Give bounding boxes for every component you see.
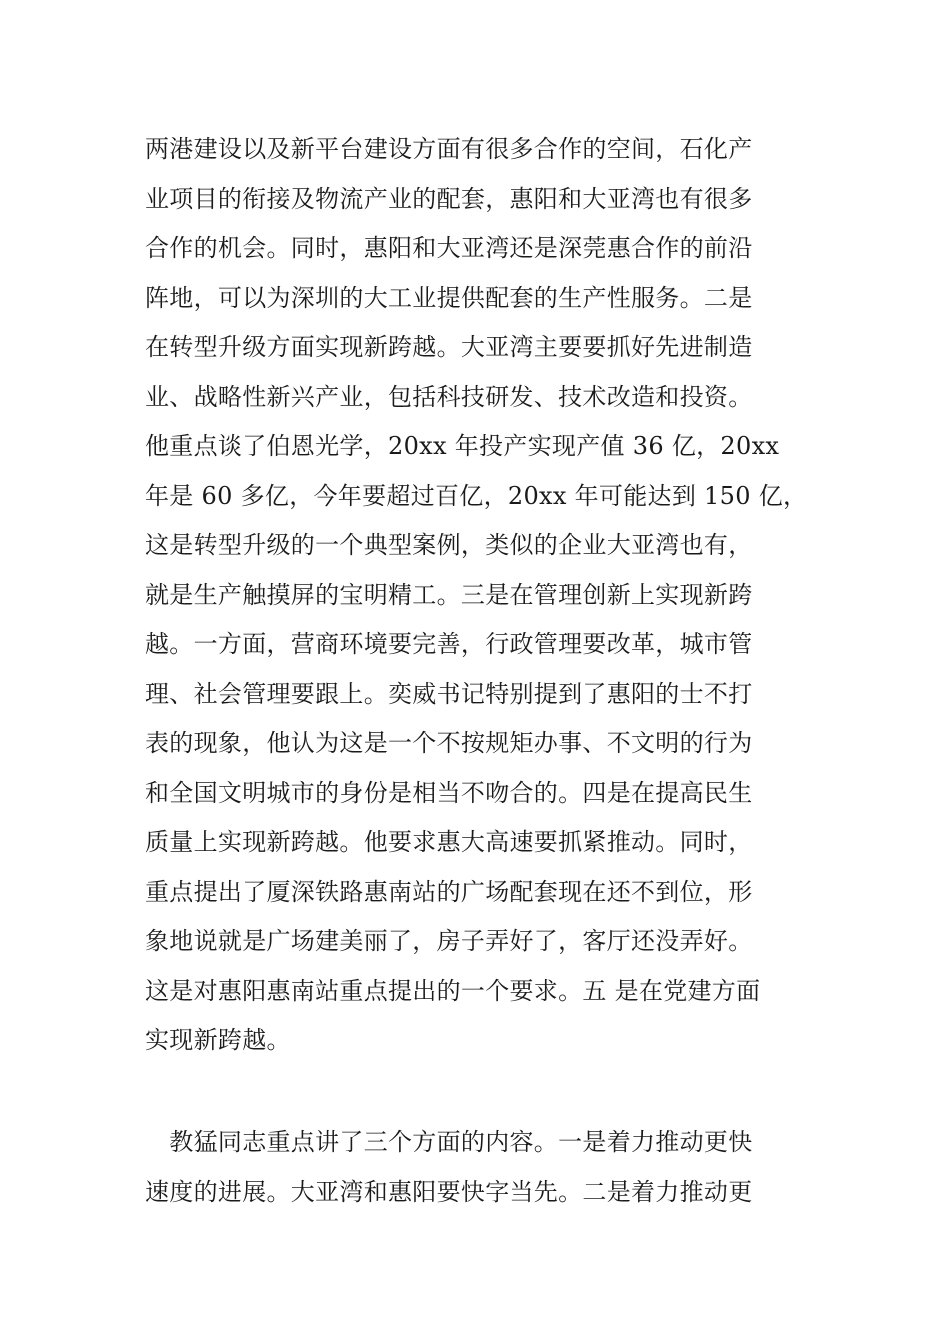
text-line: 业、战略性新兴产业，包括科技研发、技术改造和投资。 — [145, 382, 753, 411]
text-line: 阵地，可以为深圳的大工业提供配套的生产性服务。二是 — [145, 283, 753, 312]
text-line: 这是转型升级的一个典型案例，类似的企业大亚湾也有， — [145, 531, 753, 559]
text-line: 年是 60 多亿，今年要超过百亿，20xx 年可能达到 150 亿， — [145, 481, 808, 510]
text-line: 教猛同志重点讲了三个方面的内容。一是着力推动更快 — [145, 1128, 753, 1156]
text-line: 表的现象，他认为这是一个不按规矩办事、不文明的行为 — [145, 729, 753, 757]
text-line: 速度的进展。大亚湾和惠阳要快字当先。二是着力推动更 — [145, 1177, 753, 1206]
text-line: 两港建设以及新平台建设方面有很多合作的空间，石化产 — [145, 135, 753, 163]
paragraph-2 — [145, 1118, 810, 1217]
text-line: 业项目的衔接及物流产业的配套，惠阳和大亚湾也有很多 — [145, 184, 753, 213]
text-line: 实现新跨越。 — [145, 1026, 291, 1054]
text-line: 理、社会管理要跟上。奕威书记特别提到了惠阳的士不打 — [145, 679, 753, 708]
text-line: 他重点谈了伯恩光学，20xx 年投产实现产值 36 亿，20xx — [145, 432, 780, 460]
text-line: 重点提出了厦深铁路惠南站的广场配套现在还不到位，形 — [145, 877, 753, 906]
text-line: 质量上实现新跨越。他要求惠大高速要抓紧推动。同时， — [145, 828, 753, 856]
text-line: 象地说就是广场建美丽了，房子弄好了，客厅还没弄好。 — [145, 927, 753, 955]
text-line: 合作的机会。同时，惠阳和大亚湾还是深莞惠合作的前沿 — [145, 234, 753, 262]
text-line: 和全国文明城市的身份是相当不吻合的。四是在提高民生 — [145, 778, 753, 807]
text-line: 在转型升级方面实现新跨越。大亚湾主要要抓好先进制造 — [145, 333, 753, 361]
text-line: 就是生产触摸屏的宝明精工。三是在管理创新上实现新跨 — [145, 580, 753, 609]
text-line: 这是对惠阳惠南站重点提出的一个要求。五 是在党建方面 — [145, 976, 761, 1005]
text-line: 越。一方面，营商环境要完善，行政管理要改革，城市管 — [145, 630, 753, 658]
paragraph-1 — [145, 125, 810, 1066]
